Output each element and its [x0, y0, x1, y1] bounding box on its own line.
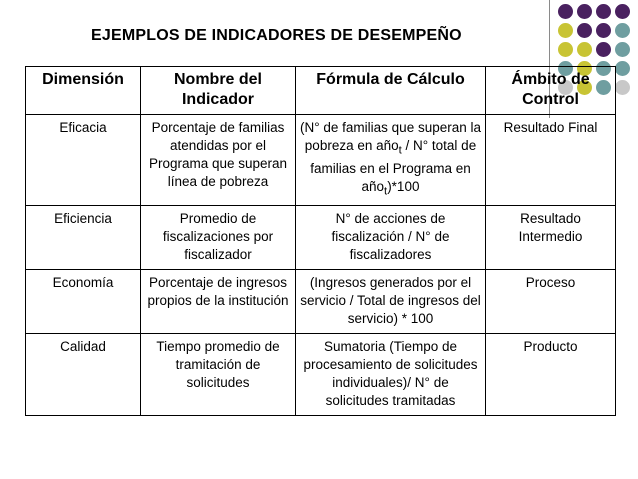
decorative-dot [577, 4, 592, 19]
decorative-dot [558, 23, 573, 38]
decorative-dot [577, 23, 592, 38]
decorative-dot [615, 23, 630, 38]
decorative-dot [558, 42, 573, 57]
formula-subscript: t [384, 185, 388, 198]
formula-subscript: t [398, 144, 402, 157]
formula-part: (N° de familias que superan la pobreza en año [300, 120, 481, 153]
table-row [26, 334, 616, 416]
table-header-row [26, 67, 616, 115]
cell-ambito: Resultado Intermedio [486, 206, 616, 270]
cell-ambito: Proceso [486, 270, 616, 334]
table-row [26, 115, 616, 206]
header-formula: Fórmula de Cálculo [296, 67, 486, 115]
decorative-dot [615, 80, 630, 95]
cell-ambito: Producto [486, 334, 616, 416]
indicators-table [25, 66, 616, 416]
cell-dimension: Eficacia [26, 115, 141, 206]
cell-nombre: Porcentaje de familias atendidas por el Programa que superan línea de pobreza [141, 115, 296, 206]
decorative-dot [596, 23, 611, 38]
cell-dimension: Eficiencia [26, 206, 141, 270]
cell-nombre: Tiempo promedio de tramitación de solicitudes [141, 334, 296, 416]
cell-dimension: Economía [26, 270, 141, 334]
decorative-dot [615, 4, 630, 19]
table-row [26, 270, 616, 334]
cell-nombre: Porcentaje de ingresos propios de la institución [141, 270, 296, 334]
cell-formula: N° de acciones de fiscalización / N° de fiscalizadores [296, 206, 486, 270]
table-row [26, 206, 616, 270]
decorative-dot [596, 42, 611, 57]
cell-formula: (Ingresos generados por el servicio / Total de ingresos del servicio) * 100 [296, 270, 486, 334]
page-title: EJEMPLOS DE INDICADORES DE DESEMPEÑO [91, 27, 462, 44]
cell-formula [296, 115, 486, 206]
cell-ambito: Resultado Final [486, 115, 616, 206]
header-ambito: Ámbito de Control [486, 67, 616, 115]
header-dimension: Dimensión [26, 67, 141, 115]
cell-dimension: Calidad [26, 334, 141, 416]
cell-nombre: Promedio de fiscalizaciones por fiscalizador [141, 206, 296, 270]
formula-part: )*100 [387, 178, 420, 194]
cell-formula: Sumatoria (Tiempo de procesamiento de solicitudes individuales)/ N° de solicitudes tramitadas [296, 334, 486, 416]
decorative-dot [596, 4, 611, 19]
formula-part: / N° total de familias en el Programa en año [310, 138, 477, 194]
decorative-dot [558, 4, 573, 19]
decorative-dot [615, 61, 630, 76]
header-nombre: Nombre del Indicador [141, 67, 296, 115]
decorative-dot [615, 42, 630, 57]
decorative-dot [577, 42, 592, 57]
